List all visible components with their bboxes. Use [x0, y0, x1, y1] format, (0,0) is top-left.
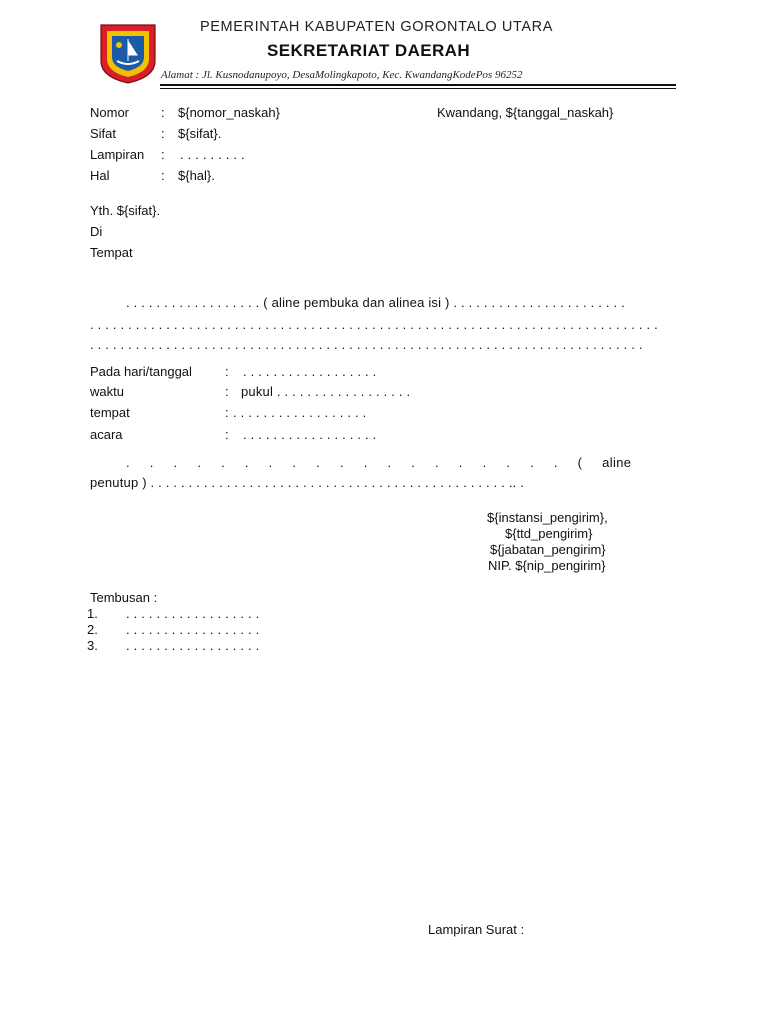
gorontalo-utara-emblem-icon: [97, 21, 159, 85]
hal-colon: :: [161, 168, 165, 183]
event-agenda-colon: :: [225, 427, 229, 442]
event-time-label: waktu: [90, 384, 124, 399]
sifat-label: Sifat: [90, 126, 117, 141]
hal-value: ${hal}.: [178, 168, 215, 183]
tembusan-item-number: 2.: [87, 622, 98, 637]
tembusan-item-text: . . . . . . . . . . . . . . . . . .: [126, 622, 260, 637]
sifat-colon: :: [161, 126, 165, 141]
signature-ttd: ${ttd_pengirim}: [505, 526, 593, 541]
hal-label: Hal: [90, 168, 110, 183]
tembusan-item-number: 3.: [87, 638, 98, 653]
tembusan-item-text: . . . . . . . . . . . . . . . . . .: [126, 606, 260, 621]
event-date-label: Pada hari/tanggal: [90, 364, 192, 379]
event-date-value: . . . . . . . . . . . . . . . . . .: [243, 364, 377, 379]
signature-nip: NIP. ${nip_pengirim}: [488, 558, 606, 573]
tembusan-item-number: 1.: [87, 606, 98, 621]
lampiran-label: Lampiran: [90, 147, 145, 162]
nomor-label: Nomor: [90, 105, 130, 120]
header-divider: [160, 84, 676, 86]
event-place-label: tempat: [90, 405, 130, 420]
event-agenda-label: acara: [90, 427, 123, 442]
event-time-value: pukul . . . . . . . . . . . . . . . . . .: [241, 384, 411, 399]
tembusan-item-text: . . . . . . . . . . . . . . . . . .: [126, 638, 260, 653]
event-date-colon: :: [225, 364, 229, 379]
tembusan-title: Tembusan :: [90, 590, 158, 605]
lampiran-surat-label: Lampiran Surat :: [428, 922, 525, 937]
event-place-colon: :: [225, 405, 229, 420]
nomor-colon: :: [161, 105, 165, 120]
event-time-colon: :: [225, 384, 229, 399]
closing-paragraph-line-2: penutup ) . . . . . . . . . . . . . . . . . . . . . . . . . . . . . . . . . . . . . . . . . . . . . . . .. .: [90, 475, 525, 490]
nomor-value: ${nomor_naskah}: [178, 105, 280, 120]
lampiran-value: . . . . . . . . .: [180, 147, 245, 162]
event-place-value: . . . . . . . . . . . . . . . . . .: [233, 405, 367, 420]
signature-instansi: ${instansi_pengirim},: [487, 510, 608, 525]
body-paragraph-line-1: . . . . . . . . . . . . . . . . . . ( aline pembuka dan alinea isi ) . . . . . . . . . . . . . . . . . . . . . . .: [126, 295, 625, 310]
recipient-di: Di: [90, 224, 103, 239]
header-address: Alamat : Jl. Kusnodanupoyo, DesaMolingkapoto, Kec. KwandangKodePos 96252: [161, 69, 523, 81]
event-agenda-value: . . . . . . . . . . . . . . . . . .: [243, 427, 377, 442]
header-divider-thin: [160, 88, 676, 89]
recipient-yth: Yth. ${sifat}.: [90, 203, 161, 218]
place-date: Kwandang, ${tanggal_naskah}: [437, 105, 614, 120]
header-government-name: PEMERINTAH KABUPATEN GORONTALO UTARA: [200, 19, 553, 35]
recipient-tempat: Tempat: [90, 245, 133, 260]
header-office-name: SEKRETARIAT DAERAH: [267, 41, 471, 60]
signature-jabatan: ${jabatan_pengirim}: [490, 542, 606, 557]
sifat-value: ${sifat}.: [178, 126, 222, 141]
closing-paragraph-line-1: . . . . . . . . . . . . . . . . . . . ( aline: [126, 455, 632, 470]
body-paragraph-line-2: . . . . . . . . . . . . . . . . . . . . . . . . . . . . . . . . . . . . . . . . . . . . . . . . . . . . . . . . . . . . . . . . . . . . . . . . . . .: [90, 317, 658, 332]
lampiran-colon: :: [161, 147, 165, 162]
body-paragraph-line-3: . . . . . . . . . . . . . . . . . . . . . . . . . . . . . . . . . . . . . . . . . . . . . . . . . . . . . . . . . . . . . . . . . . . . . . . . .: [90, 337, 643, 352]
